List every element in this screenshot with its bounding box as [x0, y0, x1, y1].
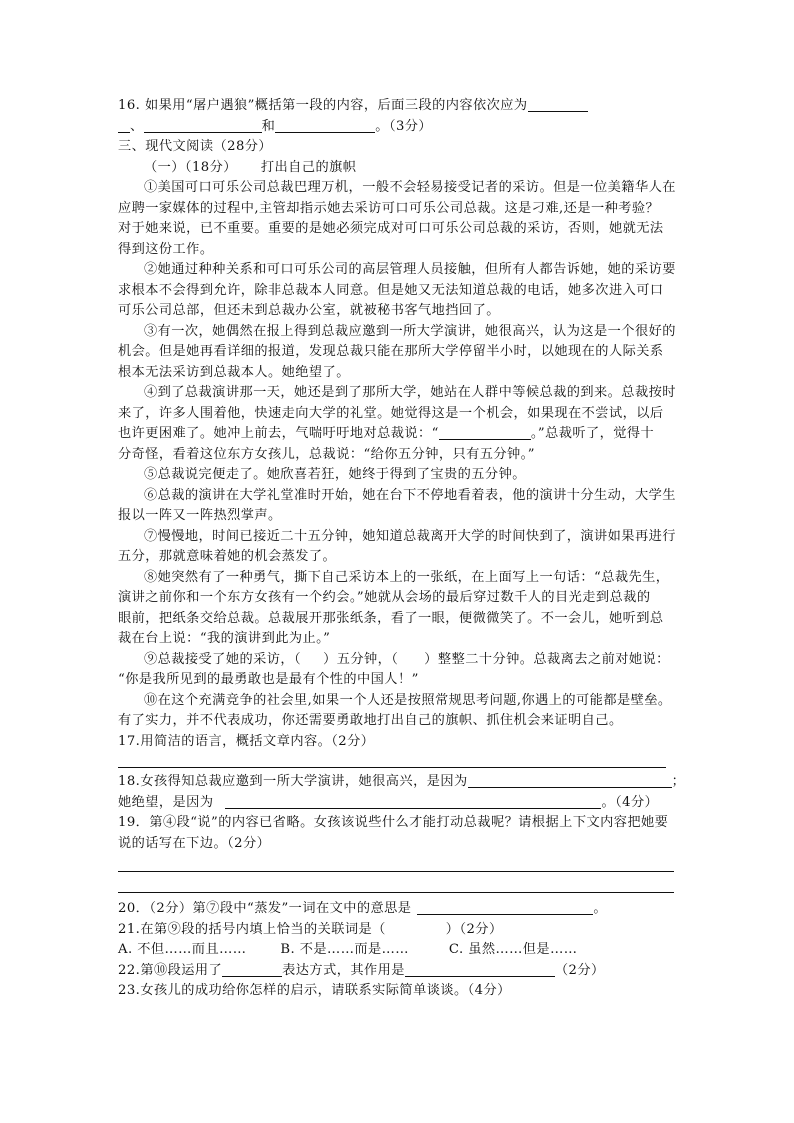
question-22: 22.第⑩段运用了 表达方式，其作用是 （2分）: [118, 962, 605, 978]
answer-blank[interactable]: [275, 118, 375, 133]
paragraph-7: ⑦慢慢地，时间已接近二十五分钟，她知道总裁离开大学的时间快到了，演讲如果再进行 五分，那就意味着她的机会蒸发了。: [118, 528, 676, 564]
paragraph-5: ⑤总裁说完便走了。她欣喜若狂，她终于得到了宝贵的五分钟。: [144, 467, 526, 482]
answer-blank[interactable]: [528, 97, 588, 112]
question-23: 23.女孩儿的成功给你怎样的启示，请联系实际简单谈谈。（4分）: [118, 983, 511, 998]
option-c[interactable]: C. 虽然……但是……: [448, 942, 578, 957]
paragraph-4: ④到了总裁演讲那一天，她还是到了那所大学，她站在人群中等候总裁的到来。总裁按时 来了，许多人围着他，快速走向大学的礼堂。她觉得这是一个机会，如果现在不尝试，以后 也许更困难了。她冲上前去，气喘吁吁地对总裁说：“ 。”总裁听了，觉得十 分奇怪，看着这位东方女孩儿，总裁说：“给你五分钟，只有五分钟。”: [118, 385, 676, 462]
passage-title: 打出自己的旗帜: [260, 159, 357, 175]
question-20: 20．（2分）第⑦段中“蒸发”一词在文中的意思是 。: [118, 901, 608, 916]
question-21: 21.在第⑨段的括号内填上恰当的关联词是（ ）（2分）: [118, 921, 503, 937]
answer-blank[interactable]: [118, 118, 130, 133]
answer-blank[interactable]: [439, 425, 531, 440]
paragraph-1: ①美国可口可乐公司总裁巴理万机，一般不会轻易接受记者的采访。但是一位美籍华人在 应聘一家媒体的过程中,主管却指示她去采访可口可乐公司总裁。这是刁难,还是一种考验？ 对于她来说，已不重要。重要的是她必须完成对可口可乐公司总裁的采访，否则，她就无法 得到这份工作。: [118, 180, 676, 257]
question-18: 18.女孩得知总裁应邀到一所大学演讲，她很高兴，是因为 ；: [118, 774, 686, 789]
answer-blank[interactable]: [417, 900, 593, 915]
paragraph-9: ⑨总裁接受了她的采访，（ ）五分钟，（ ）整整二十分钟。总裁离去之前对她说： “你是我所见到的最勇敢也是最有个性的中国人！”: [118, 651, 670, 687]
paragraph-2: ②她通过种种关系和可口可乐公司的高层管理人员接触，但所有人都告诉她，她的采访要 求根本不会得到允许，除非总裁本人同意。但是她又无法知道总裁的电话，她多次进入可口 可乐公司总部，但还未到总裁办公室，就被秘书客气地挡回了。: [118, 262, 676, 318]
paragraph-6: ⑥总裁的演讲在大学礼堂准时开始，她在台下不停地看着表，他的演讲十分生动，大学生 报以一阵又一阵热烈掌声。: [118, 487, 676, 523]
answer-blank[interactable]: [405, 962, 555, 977]
option-a[interactable]: A. 不但……而且……: [118, 942, 247, 957]
question-19: 19．第④段“说”的内容已省略。女孩该说些什么才能打动总裁呢？请根据上下文内容把她要 说的话写在下边。（2分）: [118, 815, 669, 851]
paragraph-10: ⑩在这个充满竞争的社会里,如果一个人还是按照常规思考问题,你遇上的可能都是壁垒。 有了实力，并不代表成功，你还需要勇敢地打出自己的旗帜、抓住机会来证明自己。: [118, 692, 672, 728]
paragraph-8: ⑧她突然有了一种勇气，撕下自己采访本上的一张纸，在上面写上一句话：“总裁先生， 演讲之前你和一个东方女孩有一个约会。”她就从会场的最后穿过数千人的目光走到总裁的 眼前，把纸条交给总裁。总裁展开那张纸条，看了一眼，便微微笑了。不一会儿，她听到总 裁在台上说：“我的演讲到此为止。”: [118, 569, 670, 646]
answer-blank[interactable]: [222, 962, 282, 977]
question-17: 17.用简洁的语言，概括文章内容。（2分）: [118, 733, 375, 749]
question-21-options: [118, 940, 678, 961]
question-16: 16. 如果用“屠户遇狼”概括第一段的内容，后面三段的内容依次应为: [118, 96, 678, 117]
question-16-blanks: 、 和 。（3分）: [118, 117, 678, 138]
paragraph-3: ③有一次，她偶然在报上得到总裁应邀到一所大学演讲，她很高兴，认为这是一个很好的 机会。但是她再看详细的报道，发现总裁只能在那所大学停留半小时，以她现在的人际关系 根本无法采访到总裁本人。她绝望了。: [118, 323, 676, 380]
answer-blank[interactable]: [468, 773, 672, 788]
answer-blank[interactable]: [144, 118, 262, 133]
passage-header: [118, 158, 678, 179]
part-label: （一）（18分）: [144, 159, 237, 175]
section-heading: 三、现代文阅读（28分）: [118, 139, 273, 154]
answer-blank[interactable]: [225, 794, 601, 809]
exam-page: 16. 如果用“屠户遇狼”概括第一段的内容，后面三段的内容依次应为 、 和 。（3分） 三、现代文阅读（28分） （一）（18分） 打出自己的旗帜 ①美国可口可乐公司总裁巴理万机，一般不会轻易接受记者的采访。但是一位美籍华人在 应聘一家媒体的过程中,主管却指示她去采访可口可乐公司总裁。这是刁难,还是一种考验？ 对于她来说，已不重要。重要的是她必须完成对可口可乐公司总裁的采访，否则，她就无法 得到这份工作。 ②她通过种种关系和可口可乐公司的高层管理人员接触，但所有人都告诉她，她的采访要 求根本不会得到允许，除非总裁本人同意。但是她又无法知道总裁的电话，她多次进入可口 可乐公司总部，但还未到总裁办公室，就被秘书客气地挡回了。 ③有一次，她偶然在报上得到总裁应邀到一所大学演讲，她很高兴，认为这是一个很好的 机会。但是她再看详细的报道，发现总裁只能在那所大学停留半小时，以她现在的人际关系 根本无法采访到总裁本人。她绝望了。 ④到了总裁演讲那一天，她还是到了那所大学，她站在人群中等候总裁的到来。总裁按时 来了，许多人围着他，快速走向大学的礼堂。她觉得这是一个机会，如果现在不尝试，以后 也许更困难了。她冲上前去，气喘吁吁地对总裁说：“ 。”总裁听了，觉得十 分奇怪，看着这位东方女孩儿，总裁说：“给你五分钟，只有五分钟。” ⑤总裁说完便走了。她欣喜若狂，她终于得到了宝贵的五分钟。 ⑥总裁的演讲在大学礼堂准时开始，她在台下不停地看着表，他的演讲十分生动，大学生 报以一阵又一阵热烈掌声。 ⑦慢慢地，时间已接近二十五分钟，她知道总裁离开大学的时间快到了，演讲如果再进行 五分，那就意味着她的机会蒸发了。 ⑧她突然有了一种勇气，撕下自己采访本上的一张纸，在上面写上一句话：“总裁先生， 演讲之前你和一个东方女孩有一个约会。”她就从会场的最后穿过数千人的目光走到总裁的 眼前，把纸条交给总裁。总裁展开那张纸条，看了一眼，便微微笑了。不一会儿，她听到总 裁在台上说：“我的演讲到此为止。” ⑨总裁接受了她的采访，（ ）五分钟，（ ）整整二十分钟。总裁离去之前对她说： “你是我所见到的最勇敢也是最有个性的中国人！” ⑩在这个充满竞争的社会里,如果一个人还是按照常规思考问题,你遇上的可能都是壁垒。 有了实力，并不代表成功，你还需要勇敢地打出自己的旗帜、抓住机会来证明自己。 17.用简洁的语言，概括文章内容。（2分） 18.女孩得知总裁应邀到一所大学演讲，她很高兴，是因为 ； 她绝望，是因为 。（4分） 19．第④段“说”的内容已省略。女孩该说些什么才能打动总裁呢？请根据上下文内容把她要 说的话写在下边。（2分） 20．（2分）第⑦段中“蒸发”一词在文中的意思是 。 21.在第⑨段的括号内填上恰当的关联词是（ ）（2分） A. 不但……而且…… B. 不是……而是…… C. 虽然……但是…… 22.第⑩段运用了 表达方式，其作用是 （2分） 23.女孩儿的成功给你怎样的启示，请联系实际简单谈谈。（4分）: [118, 96, 678, 1002]
option-b[interactable]: B. 不是……而是……: [280, 942, 409, 957]
